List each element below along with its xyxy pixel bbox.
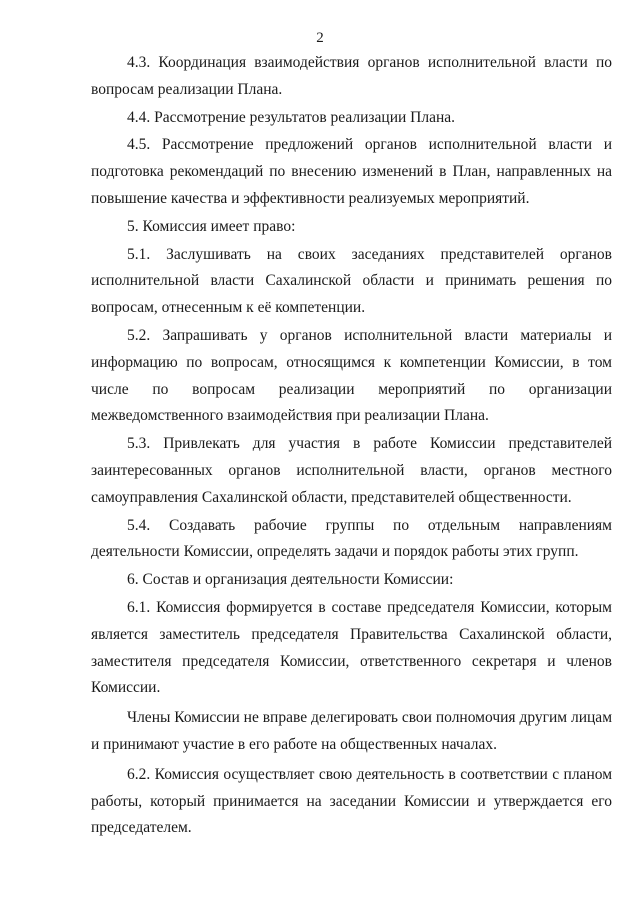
paragraph-4-3: 4.3. Координация взаимодействия органов исполнительной власти по вопросам реализации Плана.: [91, 54, 612, 98]
paragraph-6-2: 6.2. Комиссия осуществляет свою деятельность в соответствии с планом работы, который принимается на заседании Комиссии и утверждается его председателем.: [91, 765, 612, 837]
paragraph-5-2: 5.2. Запрашивать у органов исполнительной власти материалы и информацию по вопросам, относящимся к компетенции Комиссии, в том числе по вопросам реализации мероприятий по организации межведомственного взаимодействия при реализации Плана.: [91, 326, 612, 425]
paragraph-4-4: 4.4. Рассмотрение результатов реализации Плана.: [127, 108, 456, 126]
paragraph-members: Члены Комиссии не вправе делегировать свои полномочия другим лицам и принимают участие в его работе на общественных началах.: [91, 709, 612, 753]
document-body: [91, 50, 612, 842]
paragraph-6-1: 6.1. Комиссия формируется в составе председателя Комиссии, которым является заместитель председателя Правительства Сахалинской области, заместителя председателя Комиссии, ответственного секретаря и членов Комиссии.: [91, 598, 612, 697]
paragraph-5-heading: 5. Комиссия имеет право:: [127, 217, 296, 235]
paragraph-5-4: 5.4. Создавать рабочие группы по отдельным направлениям деятельности Комиссии, определять задачи и порядок работы этих групп.: [91, 516, 612, 561]
paragraph-5-1: 5.1. Заслушивать на своих заседаниях представителей органов исполнительной власти Сахалинской области и принимать решения по вопросам, отнесенным к её компетенции.: [91, 245, 612, 317]
paragraph-6-heading: 6. Состав и организация деятельности Комиссии:: [127, 571, 454, 589]
paragraph-5-3: 5.3. Привлекать для участия в работе Комиссии представителей заинтересованных органов исполнительной власти, органов местного самоуправления Сахалинской области, представителей общественности.: [91, 435, 612, 506]
paragraph-4-5: 4.5. Рассмотрение предложений органов исполнительной власти и подготовка рекомендаций по внесению изменений в План, направленных на повышение качества и эффективности реализуемых мероприятий.: [91, 136, 612, 207]
page-number: 2: [316, 30, 324, 46]
